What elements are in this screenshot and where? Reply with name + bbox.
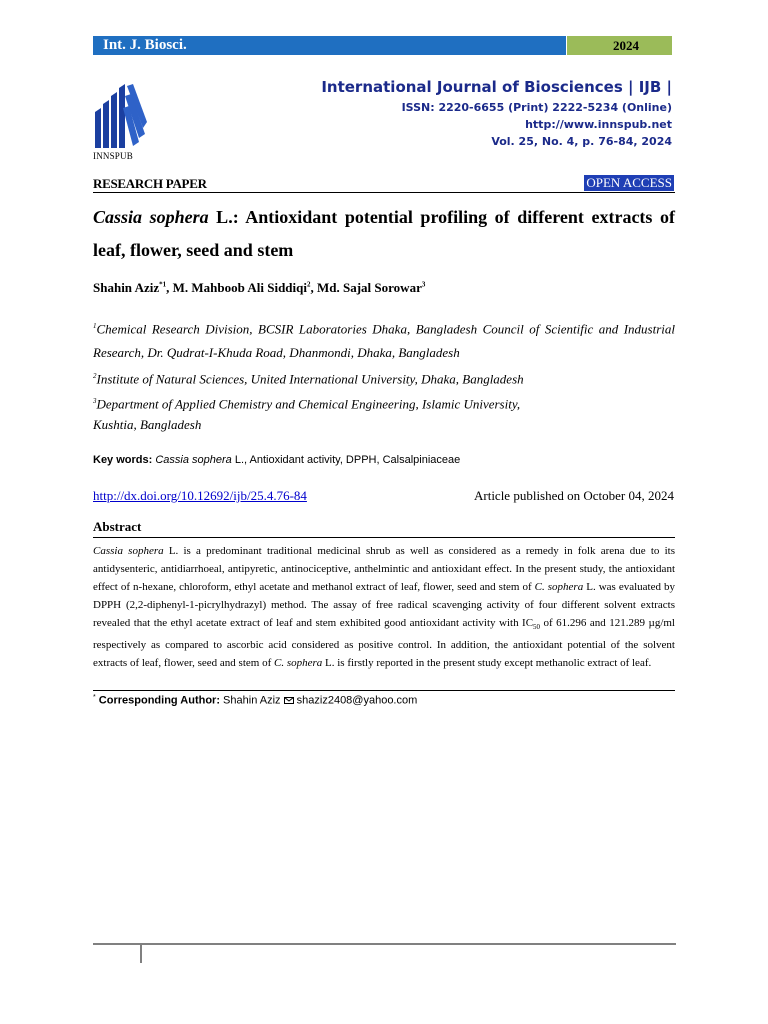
title-rest: L.: Antioxidant potential profiling of different extracts of leaf, flower, seed and stem bbox=[93, 207, 676, 260]
author-list: Shahin Aziz$^{*1}$, M. Mahboob Ali Siddiqi$^2$, Md. Sajal Sorowar$^3$ bbox=[93, 280, 426, 295]
affiliation-mark: 3 bbox=[93, 397, 97, 405]
abstract-rule-bottom bbox=[93, 690, 675, 691]
journal-volume: Vol. 25, No. 4, p. 76-84, 2024 bbox=[491, 135, 672, 148]
affiliation-mark: 1 bbox=[93, 322, 97, 330]
footer-tick bbox=[140, 945, 142, 963]
author-name: Md. Sajal Sorowar bbox=[317, 280, 422, 295]
abstract-subscript: 50 bbox=[533, 623, 541, 632]
abstract-text bbox=[93, 542, 675, 672]
affiliation-mark: 2 bbox=[93, 372, 97, 380]
corresponding-name: Shahin Aziz bbox=[220, 694, 284, 707]
affiliation-text: Kushtia, Bangladesh bbox=[93, 417, 202, 432]
affiliation-2 bbox=[93, 364, 675, 391]
author-mark: 3 bbox=[421, 280, 426, 289]
affiliation-text: Department of Applied Chemistry and Chemical Engineering, Islamic University, bbox=[96, 396, 521, 412]
affiliation-1 bbox=[93, 314, 675, 365]
author-mark: 2 bbox=[307, 280, 311, 289]
title-species: Cassia sophera bbox=[93, 207, 209, 227]
abstract-species: C. sophera bbox=[273, 657, 323, 670]
abstract-heading: Abstract bbox=[93, 519, 142, 534]
corresponding-author bbox=[93, 694, 417, 707]
article-type: RESEARCH PAPER bbox=[93, 176, 207, 191]
keywords-rest: L., Antioxidant activity, DPPH, Calsalpiniaceae bbox=[231, 454, 461, 466]
keywords bbox=[93, 454, 460, 466]
abstract-species: C. sophera bbox=[534, 581, 584, 593]
author-name: M. Mahboob Ali Siddiqi bbox=[172, 280, 307, 295]
envelope-icon bbox=[284, 697, 294, 704]
year-band: 2024 bbox=[567, 36, 672, 55]
journal-issn: ISSN: 2220-6655 (Print) 2222-5234 (Online) bbox=[401, 101, 672, 114]
journal-short-band: Int. J. Biosci. bbox=[93, 36, 566, 55]
affiliation-3-cont bbox=[93, 413, 675, 437]
abstract-part: L. was evaluated by DPPH (2,2-diphenyl-1-picrylhydrazyl) method. The assay of free radical scavenging activity of four different solvent extracts revealed that the ethyl acetate extract of leaf and stem exhibited good antioxidant activity with IC bbox=[93, 581, 676, 629]
corresponding-label: Corresponding Author: bbox=[98, 694, 220, 707]
abstract-rule-top bbox=[93, 537, 675, 538]
keywords-label: Key words: bbox=[93, 454, 153, 466]
doi-link[interactable]: http://dx.doi.org/10.12692/ijb/25.4.76-84 bbox=[93, 488, 307, 503]
article-type-rule bbox=[93, 192, 675, 193]
open-access-badge[interactable]: OPEN ACCESS bbox=[586, 175, 672, 190]
article-title bbox=[93, 201, 675, 267]
journal-url[interactable]: http://www.innspub.net bbox=[525, 118, 672, 131]
published-date: Article published on October 04, 2024 bbox=[473, 488, 674, 503]
abstract-part: L. is firstly reported in the present study except methanolic extract of leaf. bbox=[322, 657, 652, 670]
keywords-species: Cassia sophera bbox=[155, 454, 232, 466]
corresponding-email[interactable]: shaziz2408@yahoo.com bbox=[293, 694, 418, 707]
publisher-logo-text: INNSPUB bbox=[93, 151, 133, 161]
abstract-species: Cassia sophera bbox=[93, 545, 164, 557]
innspub-logo bbox=[93, 82, 147, 152]
journal-full-title: International Journal of Biosciences | IJB | bbox=[321, 78, 672, 96]
author-name: Shahin Aziz bbox=[93, 280, 160, 295]
corresponding-mark: * bbox=[93, 694, 96, 701]
footer-rule bbox=[93, 943, 676, 945]
abstract-part: L. is a predominant traditional medicinal shrub as well as considered as a remedy in folk arena due to its antidysenteric, antidiarrhoeal, antipyretic, antinociceptive, anthelmintic and antioxidant effect. In the present study, the antioxidant effect of n-hexane, chloroform, ethyl acetate and methanol extract of leaf, flower, seed and stem of bbox=[93, 545, 675, 593]
affiliation-text: Institute of Natural Sciences, United International University, Dhaka, Bangladesh bbox=[96, 371, 524, 387]
abstract-part: of 61.296 and 121.289 µg/ml respectively as compared to ascorbic acid considered as positive control. In addition, the antioxidant potential of the solvent extracts of leaf, flower, seed and stem of bbox=[93, 617, 675, 670]
affiliation-text: Chemical Research Division, BCSIR Laboratories Dhaka, Bangladesh Council of Scientific and Industrial Research, Dr. Qudrat-I-Khuda Road, Dhanmondi, Dhaka, Bangladesh bbox=[93, 321, 675, 361]
author-mark: *1 bbox=[159, 280, 167, 289]
